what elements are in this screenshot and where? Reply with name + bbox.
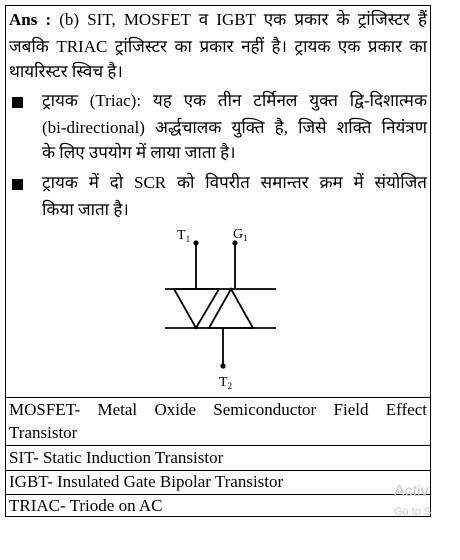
gate-label: $G_1$ <box>233 227 248 243</box>
question-box <box>5 5 431 517</box>
answer-line-3: थायरिस्टर स्विच है। <box>9 62 123 81</box>
t1-terminal-dot <box>193 240 198 245</box>
bullet-2-line-1: ट्रायक में दो SCR को विपरीत समान्तर क्रम में संयोजित <box>42 173 427 192</box>
definition-mosfet-line-2: Transistor <box>9 423 78 442</box>
definition-triac: TRIAC- Triode on AC <box>9 496 163 515</box>
t2-terminal-dot <box>220 363 225 368</box>
answer-label: Ans : <box>9 10 52 29</box>
bullet-1-line-2: (bi-directional) अर्द्धचालक युक्ति है, जिसे शक्ति नियंत्रण <box>42 118 427 137</box>
definition-igbt: IGBT- Insulated Gate Bipolar Transistor <box>9 472 284 491</box>
definition-sit: SIT- Static Induction Transistor <box>9 448 224 467</box>
answer-line-2: जबकि TRIAC ट्रांजिस्टर का प्रकार नहीं है। ट्रायक एक प्रकार का <box>9 37 427 56</box>
bullet-2-line-2: किया जाता है। <box>42 200 129 219</box>
section-divider <box>6 445 430 446</box>
t2-label: $T_2$ <box>219 375 233 391</box>
activate-windows-watermark: Activ <box>394 483 429 500</box>
definition-mosfet-line-1: MOSFET- Metal Oxide Semiconductor Field Effect <box>9 400 427 419</box>
t1-label: $T_1$ <box>177 228 191 244</box>
answer-text-1: (b) SIT, MOSFET व IGBT एक प्रकार के ट्रांजिस्टर हैं <box>59 10 427 29</box>
bullet-1-line-3: के लिए उपयोग में लाया जाता है। <box>42 143 236 162</box>
activate-windows-hint: Go to S <box>394 506 432 518</box>
section-divider <box>6 397 430 398</box>
bullet-1-line-1: ट्रायक (Triac): यह एक तीन टर्मिनल युक्त द्वि-दिशात्मक <box>42 91 427 110</box>
